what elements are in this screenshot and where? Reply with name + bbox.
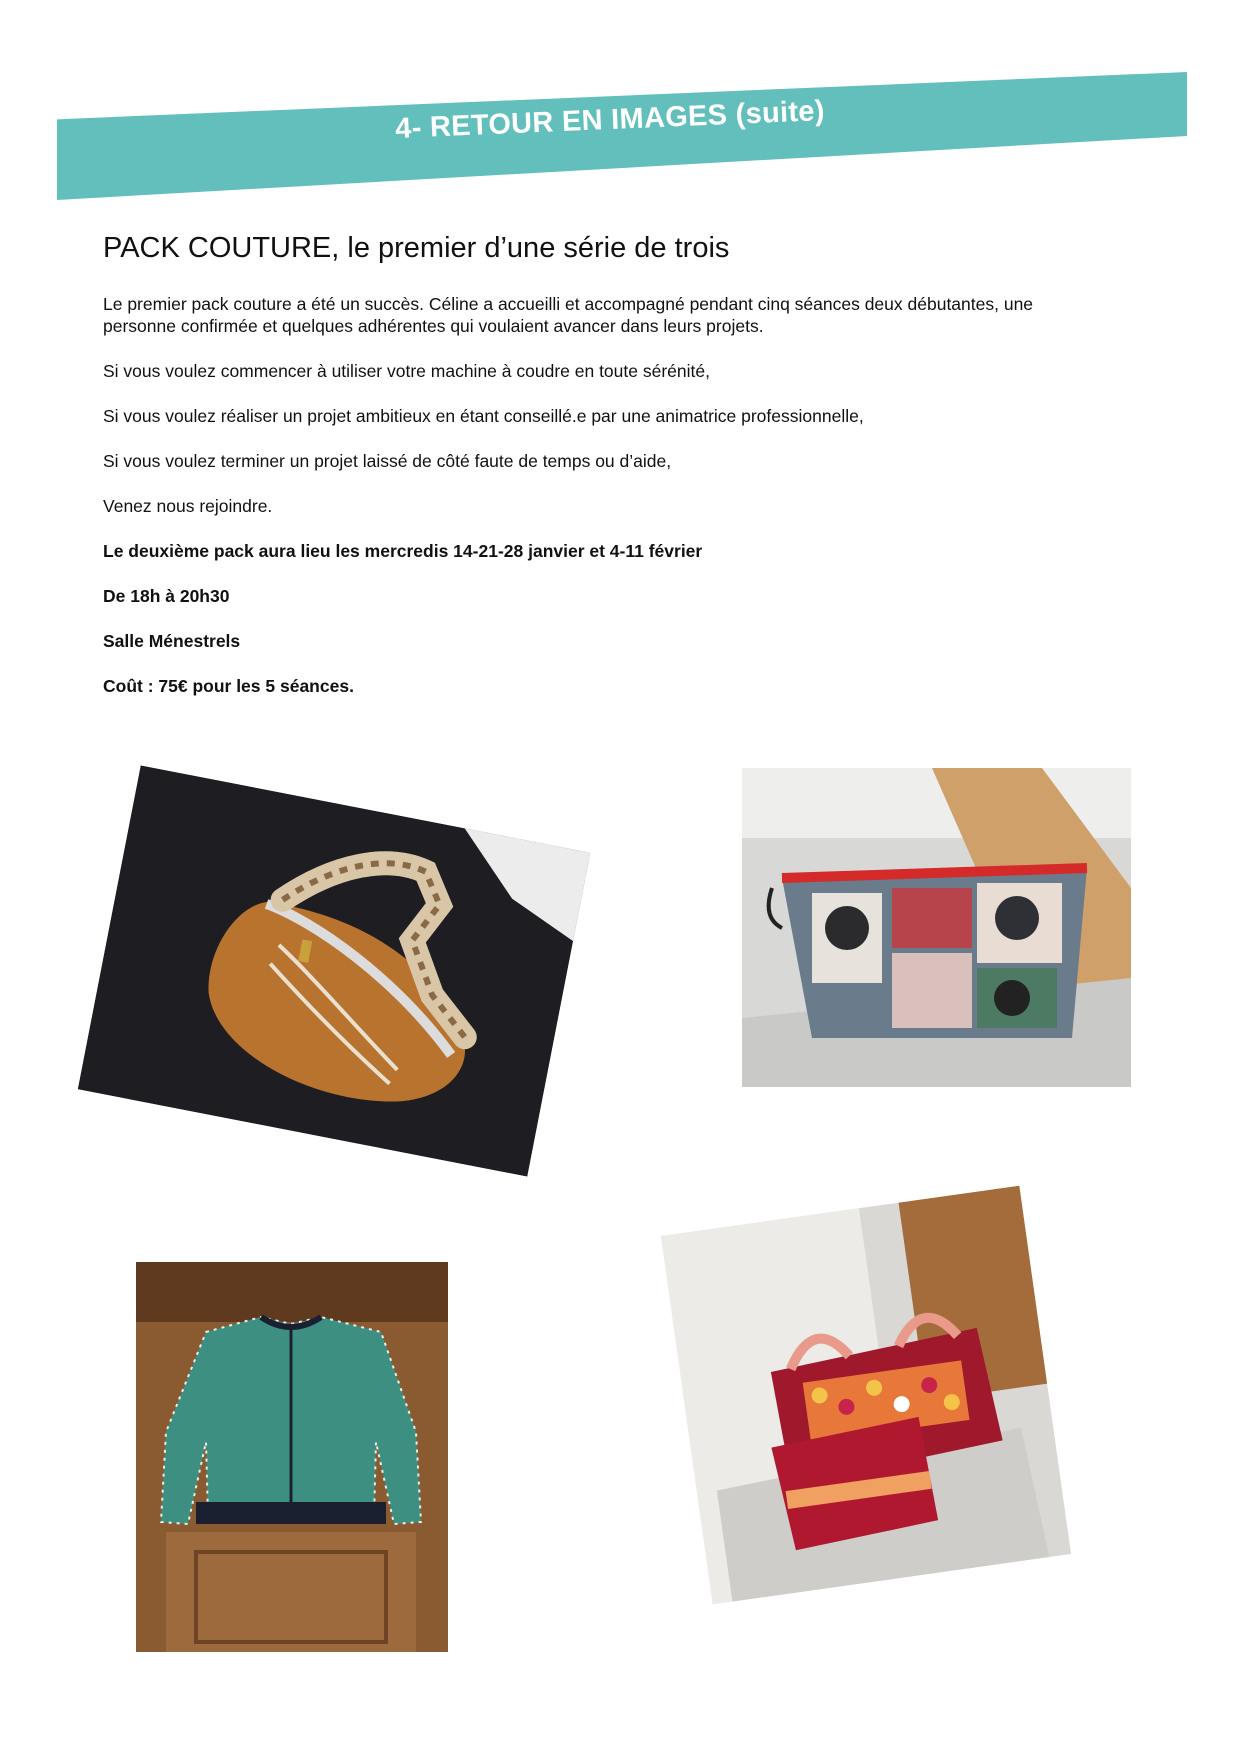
article [103, 232, 1103, 720]
red-bag-photo [661, 1186, 1071, 1605]
paragraph-line4: Venez nous rejoindre. [103, 496, 273, 516]
intro-paragraph: Le premier pack couture a été un succès. Céline a accueilli et accompagné pendant cinq séances deux débutantes, une personne confirmée et quelques adhérentes qui voulaient avancer dans leurs projets. [103, 294, 1034, 336]
hours-text: De 18h à 20h30 [103, 586, 230, 606]
cost-text: Coût : 75€ pour les 5 séances. [103, 676, 354, 696]
paragraph-line1: Si vous voulez commencer à utiliser votre machine à coudre en toute sérénité, [103, 361, 710, 381]
manga-bag-photo [742, 768, 1131, 1087]
jacket-photo [136, 1262, 448, 1652]
paragraph-line3: Si vous voulez terminer un projet laissé de côté faute de temps ou d’aide, [103, 451, 672, 471]
paragraph-line2: Si vous voulez réaliser un projet ambitieux en étant conseillé.e par une animatrice professionnelle, [103, 406, 864, 426]
section-title: 4- RETOUR EN IMAGES (suite) [394, 95, 826, 145]
article-heading: PACK COUTURE, le premier d’une série de trois [103, 232, 730, 264]
dates-text: Le deuxième pack aura lieu les mercredis 14-21-28 janvier et 4-11 février [103, 541, 703, 561]
place-text: Salle Ménestrels [103, 631, 241, 651]
fanny-pack-photo [78, 765, 591, 1176]
